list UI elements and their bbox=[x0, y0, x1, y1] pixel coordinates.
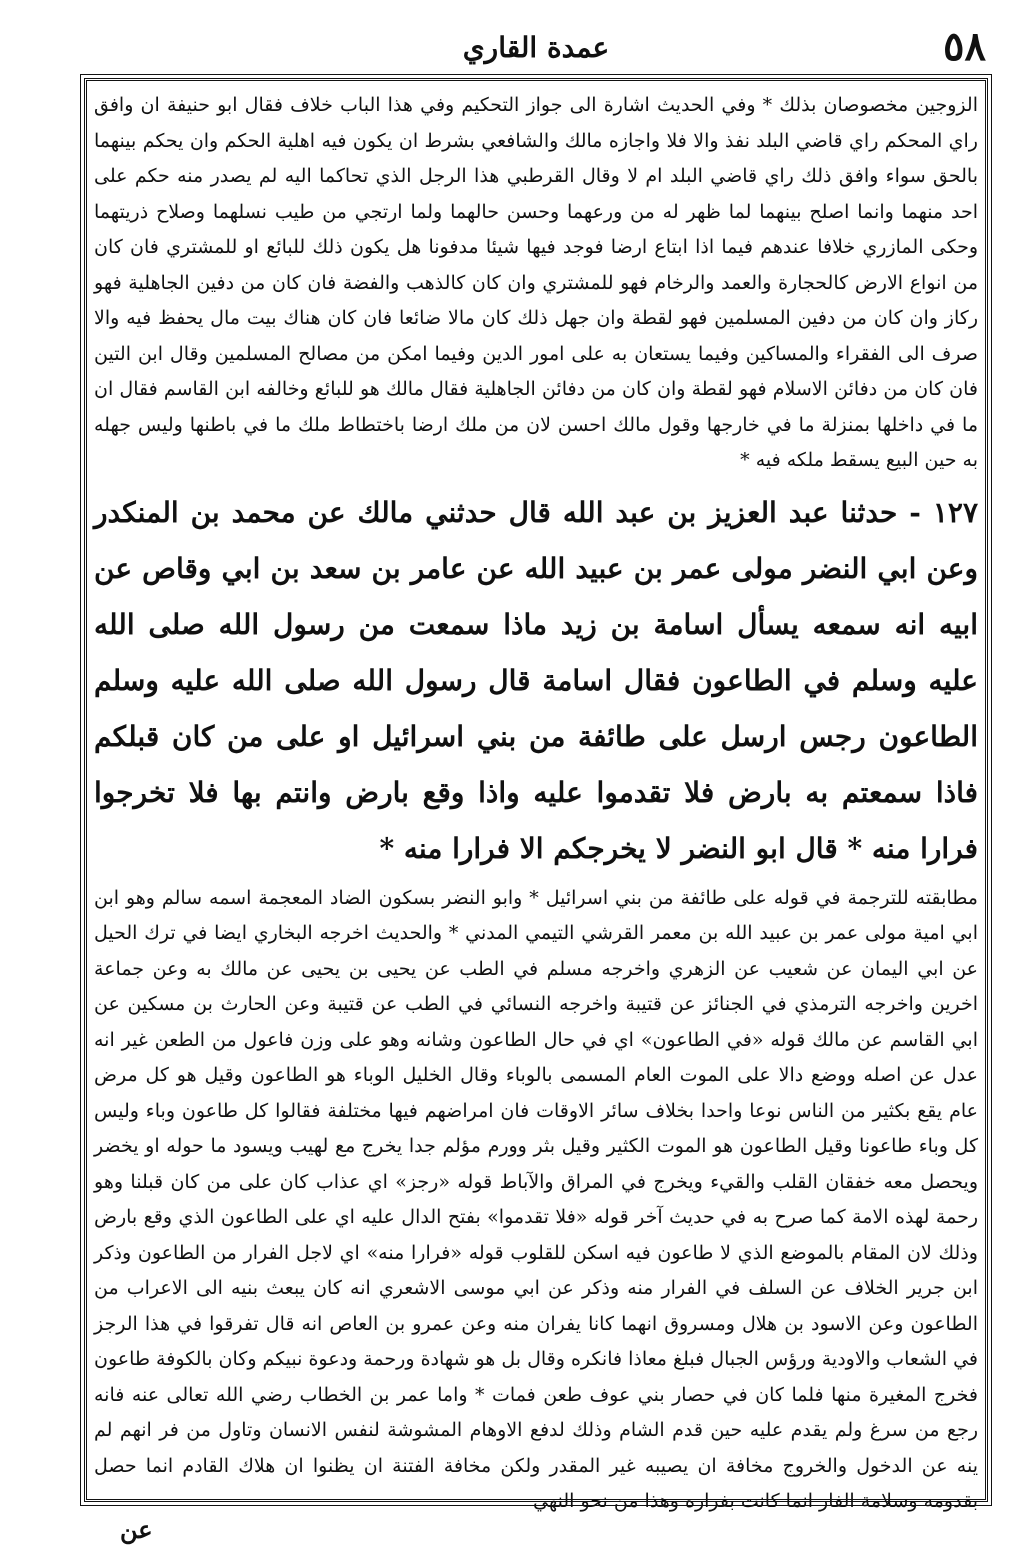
main-text bbox=[94, 88, 978, 1520]
running-title: عمدة القاري bbox=[462, 31, 610, 64]
hadith-text: حدثنا عبد العزيز بن عبد الله قال حدثني مالك عن محمد بن المنكدر وعن ابي النضر مولى عمر بن عبيد الله عن عامر بن سعد بن ابي وقاص عن ابيه انه سمعه يسأل اسامة بن زيد ماذا سمعت من رسول الله صلى الله عليه وسلم في الطاعون فقال اسامة قال رسول الله صلى الله عليه وسلم الطاعون رجس ارسل على طائفة من بني اسرائيل او على من كان قبلكم فاذا سمعتم به بارض فلا تقدموا عليه واذا وقع بارض وانتم بها فلا تخرجوا فرارا منه * قال ابو النضر لا يخرجكم الا فرارا منه * bbox=[94, 495, 978, 865]
hadith-number: ١٢٧ bbox=[932, 495, 978, 529]
page-header bbox=[86, 22, 986, 72]
catchword: عن bbox=[120, 1515, 153, 1544]
commentary-bottom: مطابقته للترجمة في قوله على طائفة من بني اسرائيل * وابو النضر بسكون الضاد المعجمة اسمه سالم وهو ابن ابي امية مولى عمر بن عبيد الله بن معمر القرشي التيمي المدني * والحديث اخرجه البخاري ايضا في ترك الحيل عن ابي اليمان عن شعيب عن الزهري واخرجه مسلم في الطب عن يحيى بن يحيى عن مالك به وعن جماعة اخرين واخرجه الترمذي في الجنائز عن قتيبة واخرجه النسائي في الطب عن قتيبة وعن الحارث بن مسكين عن ابي القاسم عن مالك قوله «في الطاعون» اي في حال الطاعون وشانه وهو على وزن فاعول من الطعن غير انه عدل عن اصله ووضع دالا على الموت العام المسمى بالوباء وقال الخليل الوباء هو الطاعون وقيل هو كل مرض عام يقع بكثير من الناس نوعا واحدا بخلاف سائر الاوقات فان امراضهم فيها مختلفة فقالوا كل طاعون وباء وليس كل وباء طاعونا وقيل الطاعون هو الموت الكثير وقيل بثر وورم مؤلم جدا يخرج مع لهيب ويسود ما حوله او يخضر ويحصل معه خفقان القلب والقيء ويخرج في المراق والآباط قوله «رجز» اي عذاب كان على من كان قبلنا وهو رحمة لهذه الامة كما صرح به في حديث آخر قوله «فلا تقدموا» بفتح الدال عليه اي على الطاعون الذي وقع بارض وذلك لان المقام بالموضع الذي لا طاعون فيه اسكن للقلوب قوله «فرارا منه» اي لاجل الفرار من الطاعون وذكر ابن جرير الخلاف عن السلف في الفرار منه وذكر عن ابي موسى الاشعري انه كان يبعث بنيه الى الاعراب من الطاعون وعن الاسود بن هلال ومسروق انهما كانا يفران منه وعن عمرو بن العاص انه قال تفرقوا في هذا الرجز في الشعاب والاودية ورؤس الجبال فبلغ معاذا فانكره وقال بل هو شهادة ورحمة ودعوة نبيكم وكان بالكوفة طاعون فخرج المغيرة منها فلما كان في حصار بني عوف طعن فمات * واما عمر بن الخطاب رضي الله تعالى عنه فانه رجع من سرغ ولم يقدم عليه حين قدم الشام وذلك لدفع الاوهام المشوشة لنفس الانسان وتاول من فر انهم لم ينه عن الدخول والخروج مخافة ان يصيبه غير المقدر ولكن مخافة الفتنة ان يظنوا ان هلاك القادم انما حصل بقدومه وسلامة الفار انما كانت بفراره وهذا من نحو النهي bbox=[94, 886, 978, 1512]
commentary-top: الزوجين مخصوصان بذلك * وفي الحديث اشارة الى جواز التحكيم وفي هذا الباب خلاف فقال ابو حنيفة ان وافق راي المحكم راي قاضي البلد نفذ والا فلا واجازه مالك والشافعي بشرط ان يكون فيه اهلية الحكم وان يحكم بينهما بالحق سواء وافق ذلك راي قاضي البلد ام لا وقال القرطبي هذا الرجل الذي تحاكما اليه لم يصدر منه حكم على احد منهما وانما اصلح بينهما لما ظهر له من ورعهما وحسن حالهما ولما ارتجي من طيب نسلهما وصلاح ذريتهما وحكى المازري خلافا عندهم فيما اذا ابتاع ارضا فوجد فيها شيئا مدفونا هل يكون ذلك للبائع او للمشتري فان كان من انواع الارض كالحجارة والعمد والرخام فهو للمشتري وان كان كالذهب والفضة فان كان من دفين الجاهلية فهو ركاز وان كان من دفين المسلمين فهو لقطة وان جهل ذلك كان مالا ضائعا فان كان هناك بيت مال يحفظ فيه والا صرف الى الفقراء والمساكين وفيما يستعان به على امور الدين وفيما امكن من مصالح المسلمين وقال ابن التين فان كان من دفائن الاسلام فهو لقطة وان كان من دفائن الجاهلية فقال مالك هو للبائع وخالفه ابن القاسم فقال ان ما في داخلها بمنزلة ما في خارجها وقول مالك احسن لان من ملك ارضا باختطاط ملك ما في باطنها وليس جهله به حين البيع يسقط ملكه فيه * bbox=[94, 94, 978, 471]
page-number: ٥٨ bbox=[943, 23, 986, 70]
hadith-block: ١٢٧ - حدثنا عبد العزيز بن عبد الله قال حدثني مالك عن محمد بن المنكدر وعن ابي النضر مولى عمر بن عبيد الله عن عامر بن سعد بن ابي وقاص عن ابيه انه سمعه يسأل اسامة بن زيد ماذا سمعت من رسول الله صلى الله عليه وسلم في الطاعون فقال اسامة قال رسول الله صلى الله عليه وسلم الطاعون رجس ارسل على طائفة من بني اسرائيل او على من كان قبلكم فاذا سمعتم به بارض فلا تقدموا عليه واذا وقع بارض وانتم بها فلا تخرجوا فرارا منه * قال ابو النضر لا يخرجكم الا فرارا منه * bbox=[94, 495, 978, 865]
